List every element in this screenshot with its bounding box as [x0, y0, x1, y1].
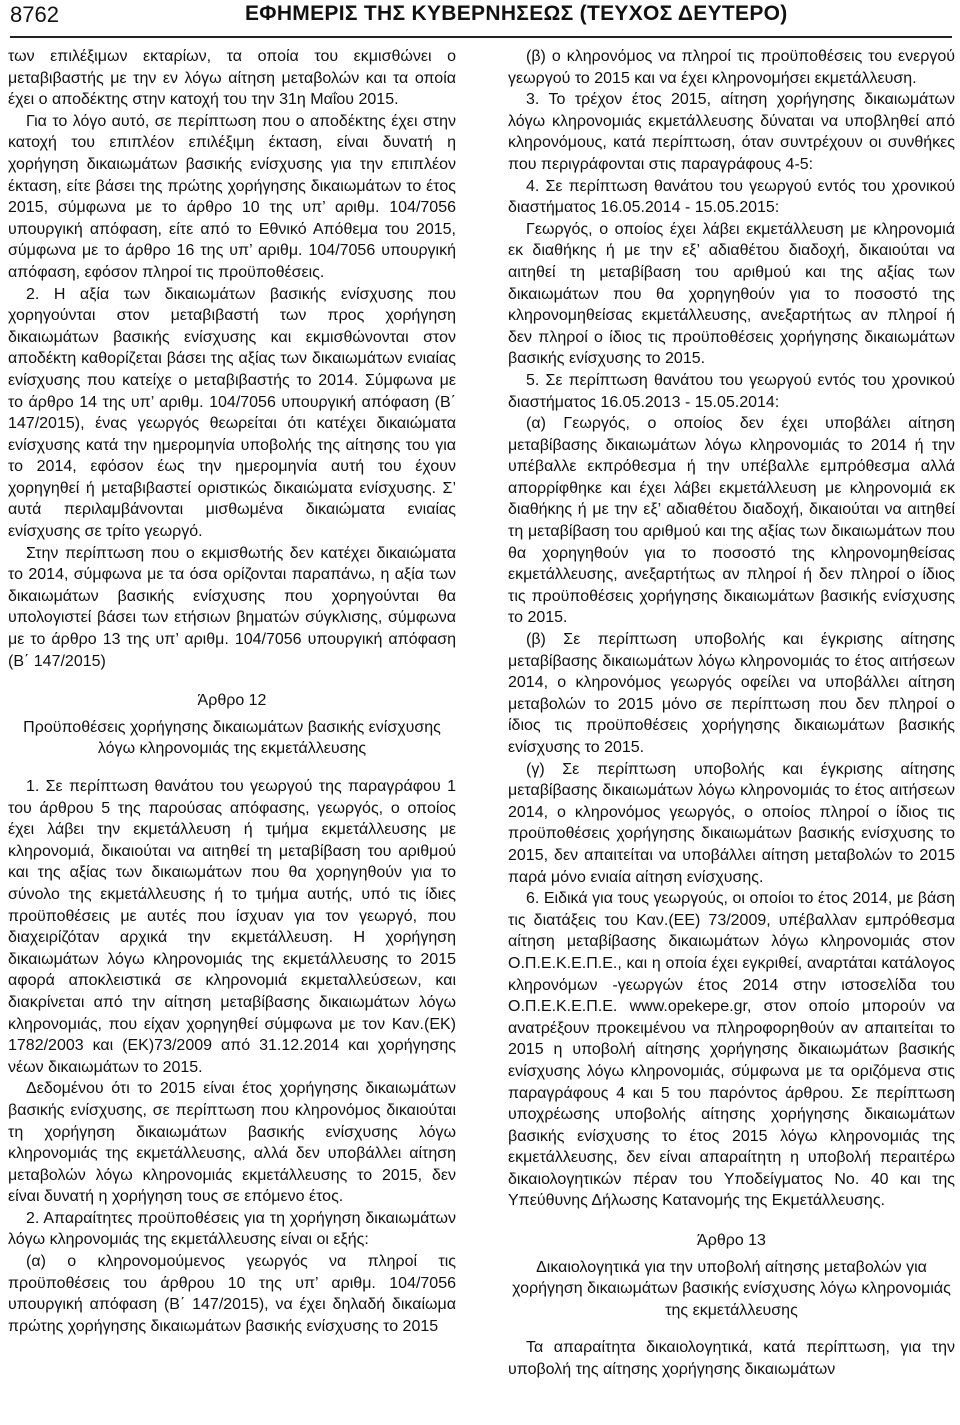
- paragraph: 3. Το τρέχον έτος 2015, αίτηση χορήγησης δικαιωμάτων λόγω κληρονομιάς εκμετάλλευσης δύναται να υποβληθεί από κληρονόμους, κατά περίπτωση, όταν συντρέχουν οι συνθήκες που περιγράφονται στις παραγράφους 4-5:: [508, 91, 955, 173]
- paragraph: των επιλέξιμων εκταρίων, τα οποία του εκμισθώνει ο μεταβιβαστής με την εν λόγω αίτηση μεταβολών και τα οποία έχει ο αποδέκτης στην κατοχή του την 31η Μαΐου 2015.: [8, 48, 456, 109]
- article-subtitle: Δικαιολογητικά για την υποβολή αίτησης μεταβολών για χορήγηση δικαιωμάτων βασικής ενίσχυσης λόγω κληρονομιάς της εκμετάλλευσης: [512, 1258, 951, 1319]
- paragraph: 4. Σε περίπτωση θανάτου του γεωργού εντός του χρονικού διαστήματος 16.05.2014 - 15.05.2015:: [508, 177, 955, 217]
- paragraph: (α) ο κληρονομούμενος γεωργός να πληροί τις προϋποθέσεις του άρθρου 10 της υπ’ αριθμ. 104/7056 υπουργική απόφαση (Β΄ 147/2015), να έχει δηλαδή δικαίωμα πρώτης χορήγησης δικαιωμάτων βασικής ενίσχυσης το 2015: [8, 1253, 456, 1335]
- article-subtitle: Προϋποθέσεις χορήγησης δικαιωμάτων βασικής ενίσχυσης λόγω κληρονομιάς της εκμετάλλευσης: [23, 718, 441, 758]
- paragraph: (α) Γεωργός, ο οποίος δεν έχει υποβάλει αίτηση μεταβίβασης δικαιωμάτων λόγω κληρονομιάς το 2014 ή την υπέβαλλε εκπρόθεσμα ή την υπέβαλλε εμπρόθεσμα αλλά απορρίφθηκε και έχει λάβει εκμετάλλευση με κληρονομιά εκ διαθήκης ή με την εξ’ αδιαθέτου διαδοχή, δικαιούται να αιτηθεί τη μεταβίβαση του αριθμού και της αξίας των δικαιωμάτων που θα χορηγηθούν για το ποσοστό της κληρονομηθείσας εκμετάλλευσης, ανεξαρτήτως αν πληροί ή δεν πληροί ο ίδιος τις προϋποθέσεις χορήγησης δικαιωμάτων βασικής ενίσχυσης το 2015.: [508, 415, 955, 627]
- paragraph: Στην περίπτωση που ο εκμισθωτής δεν κατέχει δικαιώματα το 2014, σύμφωνα με τα όσα ορίζονται παραπάνω, η αξία των δικαιωμάτων βασικής ενίσχυσης που χορηγούνται θα υπολογιστεί βάσει των ετήσιων βηματών σύγκλισης, σύμφωνα με το άρθρο 13 της υπ’ αριθμ. 104/7056 υπουργική απόφαση (Β΄ 147/2015): [8, 544, 456, 670]
- paragraph: (β) ο κληρονόμος να πληροί τις προϋποθέσεις του ενεργού γεωργού το 2015 και να έχει κληρονομήσει εκμετάλλευση.: [508, 48, 955, 87]
- left-column: [8, 46, 456, 1337]
- paragraph: 1. Σε περίπτωση θανάτου του γεωργού της παραγράφου 1 του άρθρου 5 της παρούσας απόφασης, γεωργός, ο οποίος έχει λάβει την εκμετάλλευση ή τμήμα εκμετάλλευσης με κληρονομιά, δικαιούται να αιτηθεί τη μεταβίβαση του αριθμού και της αξίας των δικαιωμάτων που θα χορηγηθούν για το σύνολο της εκμετάλλευσης ή το τμήμα αυτής, υπό τις ίδιες προϋποθέσεις με αυτές που ίσχυαν για τον γεωργό, που διαχειρίζόταν αρχικά την εκμετάλλευση. Η χορήγηση δικαιωμάτων λόγω κληρονομιάς της εκμετάλλευσης το 2015 αφορά αποκλειστικά σε κληρονομιά εκμεταλλεύσεων, και διακρίνεται από την αίτηση μεταβίβασης δικαιωμάτων λόγω κληρονομιάς, που είχαν χορηγηθεί σύμφωνα με τον Καν.(ΕΚ) 1782/2003 και (ΕΚ)73/2009 από 31.12.2014 και χορήγησης νέων δικαιωμάτων το 2015.: [8, 778, 456, 1076]
- article-title: Άρθρο 12: [197, 692, 267, 710]
- paragraph: (γ) Σε περίπτωση υποβολής και έγκρισης αίτησης μεταβίβασης δικαιωμάτων λόγω κληρονομιάς το έτος αιτήσεων 2014, ο κληρονόμος γεωργός, ο οποίος πληροί ο ίδιος τις προϋποθέσεις χορήγησης δικαιωμάτων βασικής ενίσχυσης το 2015, δεν απαιτείται να υποβάλλει αίτηση μεταβολών το 2015 παρά μόνο ενιαία αίτηση ενίσχυσης.: [508, 760, 955, 886]
- paragraph: Δεδομένου ότι το 2015 είναι έτος χορήγησης δικαιωμάτων βασικής ενίσχυσης, σε περίπτωση που κληρονόμος δικαιούται τη χορήγηση δικαιωμάτων βασικής ενίσχυσης λόγω κληρονομιάς της εκμετάλλευσης, αλλά δεν υποβάλλει αίτηση μεταβολών λόγω κληρονομιάς εκμετάλλευσης το 2015, δεν είναι δυνατή η χορήγηση τους σε επόμενο έτος.: [8, 1080, 456, 1206]
- paragraph: 2. Απαραίτητες προϋποθέσεις για τη χορήγηση δικαιωμάτων λόγω κληρονομιάς της εκμετάλλευσης είναι οι εξής:: [8, 1209, 456, 1249]
- paragraph: (β) Σε περίπτωση υποβολής και έγκρισης αίτησης μεταβίβασης δικαιωμάτων λόγω κληρονομιάς το έτος αιτήσεων 2014, ο κληρονόμος γεωργός οφείλει να υποβάλλει αίτηση μεταβολών το 2015 μόνο σε περίπτωση που δεν πληροί ο ίδιος τις προϋποθέσεις χορήγησης δικαιωμάτων βασικής ενίσχυσης το 2015.: [508, 631, 955, 756]
- page-number: 8762: [10, 2, 59, 27]
- page-header: [10, 0, 952, 38]
- paragraph: 6. Ειδικά για τους γεωργούς, οι οποίοι το έτος 2014, με βάση τις διατάξεις του Καν.(ΕΕ) 73/2009, υπέβαλλαν εμπρόθεσμα αίτηση μεταβίβασης δικαιωμάτων λόγω κληρονομιάς στον Ο.Π.Ε.Κ.Ε.Π.Ε., και η οποία έχει εγκριθεί, αναρτάται κατάλογος κληρονόμων -γεωργών έτος 2014 στην ιστοσελίδα του Ο.Π.Ε.Κ.Ε.Π.Ε. www.opekepe.gr, στον οποίο μπορούν να ανατρέξουν προκειμένου να πληροφορηθούν αν απαιτείται το 2015 η υποβολή αίτησης χορήγησης δικαιωμάτων βασικής ενίσχυσης λόγω κληρονομιάς, σύμφωνα με τα οριζόμενα στις παραγράφους 4 και 5 του παρόντος άρθρου. Σε περίπτωση υποχρέωσης υποβολής αίτησης χορήγησης δικαιωμάτων βασικής ενίσχυσης το έτος 2015 λόγω κληρονομιάς της εκμετάλλευσης, δεν είναι απαραίτητη η υποβολή περαιτέρω δικαιολογητικών πέραν του Υποδείγματος Νο. 40 και της Υπεύθυνης Δήλωσης Κατανομής της Εκμετάλλευσης.: [508, 890, 955, 1210]
- article-title: Άρθρο 13: [697, 1232, 766, 1250]
- paragraph: Για το λόγο αυτό, σε περίπτωση που ο αποδέκτης έχει στην κατοχή του επιπλέον επιλέξιμη έκταση, είναι δυνατή η χορήγηση δικαιωμάτων βασικής ενίσχυσης για την επιπλέον έκταση, είτε βάσει της πρώτης χορήγησης δικαιωμάτων το έτος 2015, σύμφωνα με το άρθρο 10 της υπ’ αριθμ. 104/7056 υπουργική απόφαση, είτε από το Εθνικό Απόθεμα του 2015, σύμφωνα με το άρθρο 16 της υπ’ αριθμ. 104/7056 υπουργική απόφαση, εφόσον πληροί τις προϋποθέσεις.: [8, 112, 456, 281]
- right-column: [508, 46, 955, 1381]
- paragraph: 5. Σε περίπτωση θανάτου του γεωργού εντός του χρονικού διαστήματος 16.05.2013 - 15.05.2014:: [508, 371, 955, 411]
- paragraph: 2. Η αξία των δικαιωμάτων βασικής ενίσχυσης που χορηγούνται στον μεταβιβαστή των προς χορήγηση δικαιωμάτων βασικής ενίσχυσης και εκμισθώνονται στον αποδέκτη καθορίζεται βάσει της αξίας των δικαιωμάτων ενιαίας ενίσχυσης που κατείχε ο μεταβιβαστής το 2014. Σύμφωνα με το άρθρο 14 της υπ’ αριθμ. 104/7056 υπουργική απόφαση (Β΄ 147/2015), ένας γεωργός θεωρείται ότι κατέχει δικαιώματα ενίσχυσης κατά την ημερομηνία υποβολής της αίτησης του για το 2014, εφόσον έως την ημερομηνία αυτή του έχουν χορηγηθεί ή μεταβιβαστεί οριστικώς δικαιώματα ενίσχυσης. Σ’ αυτά περιλαμβάνονται μισθωμένα δικαιώματα ενιαίας ενίσχυσης σε τρίτο γεωργό.: [8, 285, 456, 541]
- gazette-title: ΕΦΗΜΕΡΙΣ ΤΗΣ ΚΥΒΕΡΝΗΣΕΩΣ (ΤΕΥΧΟΣ ΔΕΥΤΕΡΟ): [245, 2, 788, 25]
- paragraph: Τα απαραίτητα δικαιολογητικά, κατά περίπτωση, για την υποβολή της αίτησης χορήγησης δικαιωμάτων: [508, 1339, 955, 1379]
- paragraph: Γεωργός, ο οποίος έχει λάβει εκμετάλλευση με κληρονομιά εκ διαθήκης ή με την εξ’ αδιαθέτου διαδοχή, δικαιούται να αιτηθεί τη μεταβίβαση του αριθμού και της αξίας των δικαιωμάτων που θα χορηγηθούν για το ποσοστό της κληρονομηθείσας εκμετάλλευσης, ανεξαρτήτως αν πληροί ή δεν πληροί ο ίδιος τις προϋποθέσεις χορήγησης δικαιωμάτων βασικής ενίσχυσης το 2015.: [508, 220, 955, 368]
